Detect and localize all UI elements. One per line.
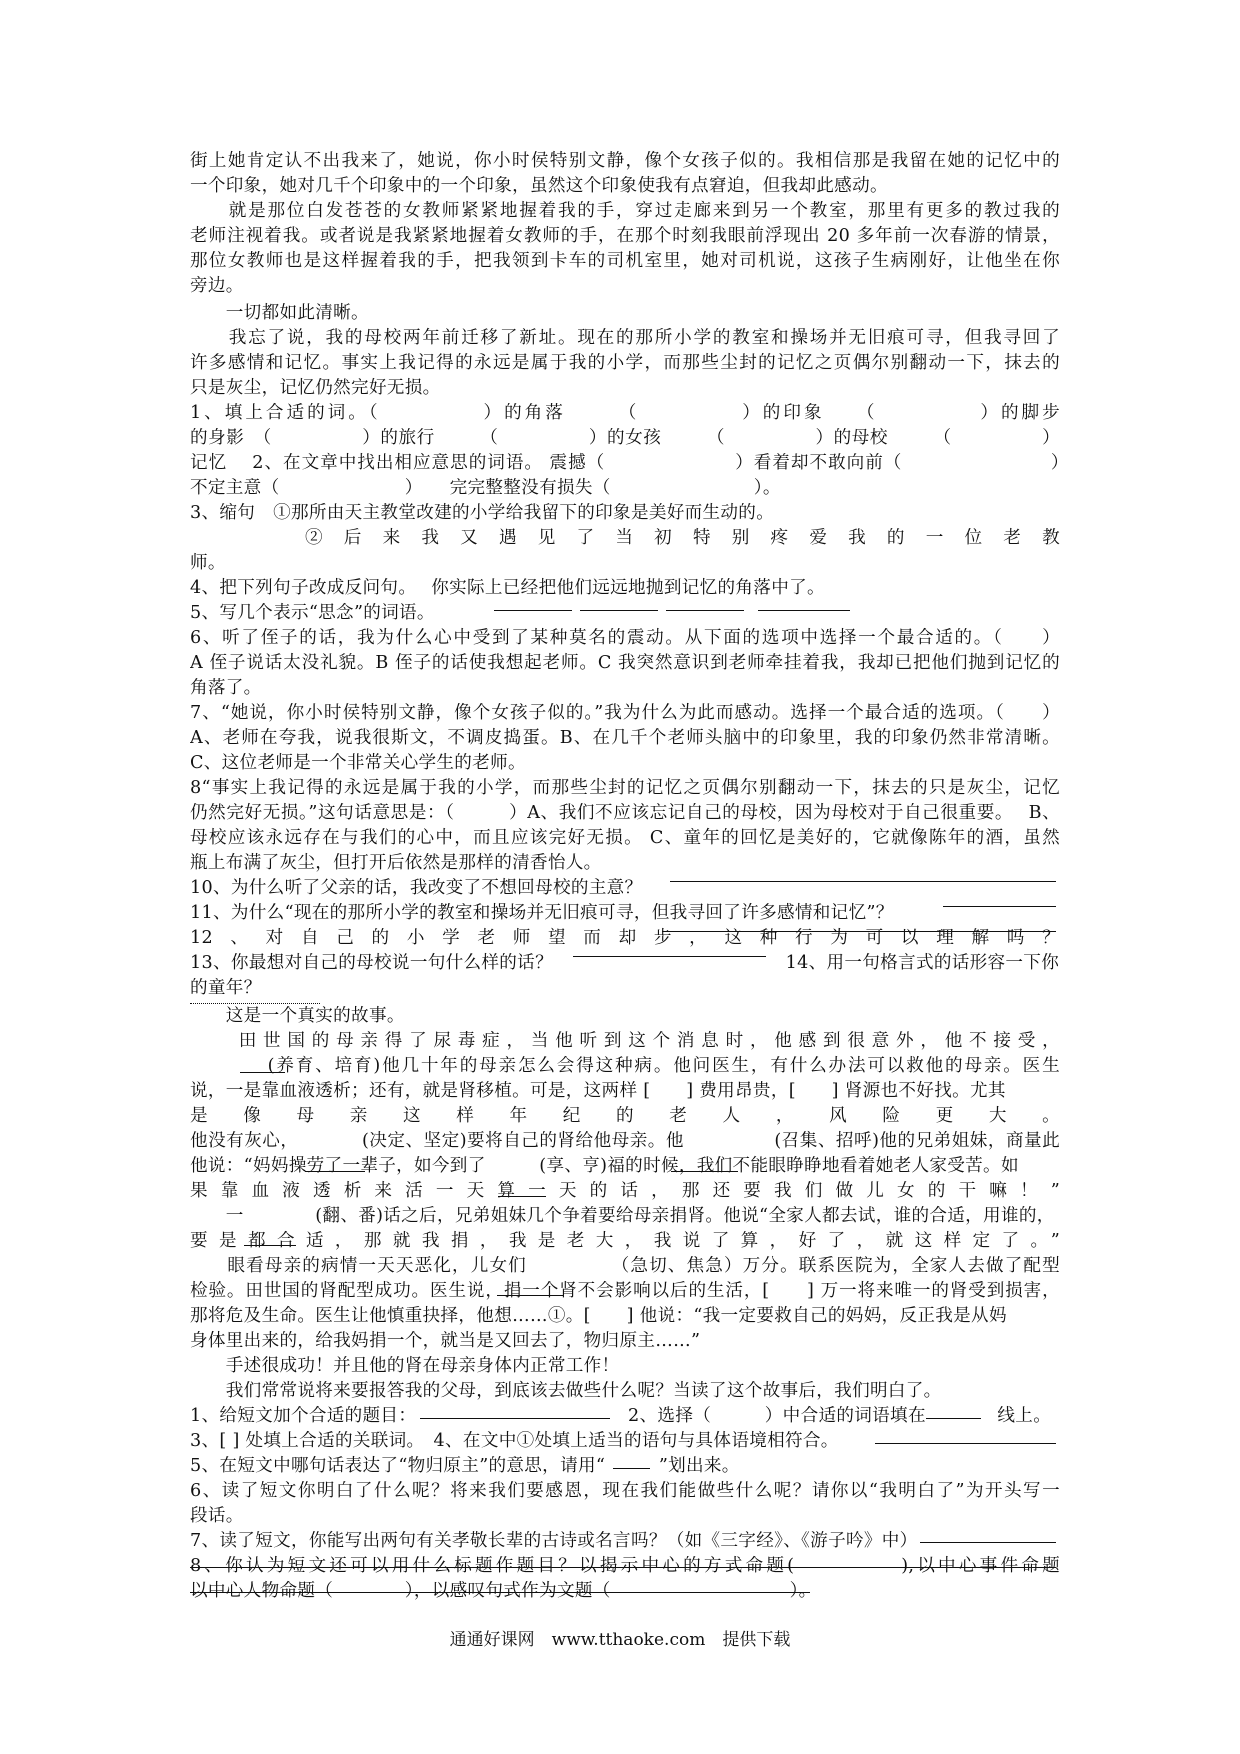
text-line: 检验。田世国的肾配型成功。医生说，捐一个肾不会影响以后的生活，[ ] 万一将来唯一的肾受到损害， xyxy=(190,1281,1060,1301)
text-line: 3、[ ] 处填上合适的关联词。 4、在文中①处填上适当的语句与具体语境相符合。 xyxy=(190,1431,839,1451)
text-line: 一切都如此清晰。 xyxy=(190,303,369,323)
text-line: 身体里出来的，给我妈捐一个，就当是又回去了，物归原主……” xyxy=(190,1331,701,1351)
footer-text: 通通好课网 www.tthaoke.com 提供下载 xyxy=(449,1630,791,1650)
text-line: 街上她肯定认不出我来了，她说，你小时侯特别文静，像个女孩子似的。我相信那是我留在她的记忆中的 xyxy=(190,151,1060,171)
text-line: 的童年？ xyxy=(190,978,262,998)
text-line: 段话。 xyxy=(190,1506,244,1526)
text-line: 记忆 2、在文章中找出相应意思的词语。 震撼（ ）看着却不敢向前（ ） xyxy=(190,453,1060,473)
text-line: 老师注视着我。或者说是我紧紧地握着女教师的手，在那个时刻我眼前浮现出 20 多年前一次春游的情景， xyxy=(190,226,1060,246)
text-line: 旁边。 xyxy=(190,276,244,296)
text-line: 我们常常说将来要报答我的父母，到底该去做些什么呢？当读了这个故事后，我们明白了。 xyxy=(190,1381,942,1401)
blank-line xyxy=(920,1542,1056,1543)
text-line: 手述很成功！并且他的肾在母亲身体内正常工作！ xyxy=(190,1356,620,1376)
text-line: 果靠血液透析来活一天算一天的话，那还要我们做儿女的干嘛！” xyxy=(190,1181,1060,1201)
text-line: (养育、培育)他几十年的母亲怎么会得这种病。他问医生，有什么办法可以救他的母亲。医生 xyxy=(190,1056,1060,1076)
blank-line xyxy=(497,1295,564,1296)
text-line: ② 后 来 我 又 遇 见 了 当 初 特 别 疼 爱 我 的 一 位 老 教 xyxy=(190,528,1060,548)
text-line: 要是都合适，那就我捐，我是老大，我说了算，好了，就这样定了。” xyxy=(190,1231,1060,1251)
blank-line xyxy=(498,1196,546,1197)
blank-line xyxy=(662,931,1056,932)
blank-line xyxy=(666,610,744,611)
text-line: 7、“她说，你小时侯特别文静，像个女孩子似的。”我为什么为此而感动。选择一个最合适的选项。（ ） xyxy=(190,703,1060,723)
text-line: 许多感情和记忆。事实上我记得的永远是属于我的小学，而那些尘封的记忆之页偶尔别翻动一下，抹去的 xyxy=(190,353,1060,373)
text-line: 不定主意（ ） 完完整整没有损失（ ）。 xyxy=(190,478,781,498)
text-line: 母校应该永远存在与我们的心中，而且应该完好无损。 C、童年的回忆是美好的，它就像陈年的酒，虽然 xyxy=(190,828,1060,848)
text-line: 只是灰尘，记忆仍然完好无损。 xyxy=(190,378,441,398)
section-divider xyxy=(190,1003,320,1004)
blank-line xyxy=(305,1171,365,1172)
text-line: 12、对自己的小学老师望而却步，这种行为可以理解吗？ xyxy=(190,928,1060,948)
text-line: 13、你最想对自己的母校说一句什么样的话？ 14、用一句格言式的话形容一下你 xyxy=(190,953,1060,973)
text-line: 角落了。 xyxy=(190,678,262,698)
text-line: 3、缩句 ①那所由天主教堂改建的小学给我留下的印象是美好而生动的。 xyxy=(190,503,775,523)
blank-line xyxy=(671,1171,738,1172)
text-line: 1、给短文加个合适的题目： 2、选择（ ）中合适的词语填在 线上。 xyxy=(190,1406,1052,1426)
text-line: 7、读了短文，你能写出两句有关孝敬长辈的古诗或名言吗？（如《三字经》、《游子吟》中） xyxy=(190,1531,918,1551)
blank-line xyxy=(190,1567,1056,1568)
text-line: C、这位老师是一个非常关心学生的老师。 xyxy=(190,753,526,773)
text-line: 说，一是靠血液透析；还有，就是肾移植。可是，这两样 [ ] 费用昂贵，[ ] 肾源也不好找。尤其 xyxy=(190,1081,1006,1101)
text-line: 瓶上布满了灰尘，但打开后依然是那样的清香怡人。 xyxy=(190,853,602,873)
text-line: 6、听了侄子的话，我为什么心中受到了某种莫名的震动。从下面的选项中选择一个最合适的。（ ） xyxy=(190,628,1060,648)
blank-line xyxy=(875,1443,1056,1444)
blank-line xyxy=(580,610,658,611)
text-line: 8“事实上我记得的永远是属于我的小学，而那些尘封的记忆之页偶尔别翻动一下，抹去的只是灰尘，记忆 xyxy=(190,778,1060,798)
text-line: 就是那位白发苍苍的女教师紧紧地握着我的手，穿过走廊来到另一个教室，那里有更多的教过我的 xyxy=(190,201,1060,221)
text-line: 田世国的母亲得了尿毒症，当他听到这个消息时，他感到很意外，他不接受， xyxy=(190,1031,1060,1051)
text-line: A、老师在夸我，说我很斯文，不调皮捣蛋。B、在几千个老师头脑中的印象里，我的印象仍然非常清晰。 xyxy=(190,728,1060,748)
blank-line xyxy=(758,610,850,611)
text-line: 他说：“妈妈操劳了一辈子，如今到了 (享、亨)福的时候，我们不能眼睁睁地看着她老人家受苦。如 xyxy=(190,1156,1019,1176)
blank-line xyxy=(670,881,1056,882)
text-line: 师。 xyxy=(190,553,226,573)
blank-line xyxy=(244,1245,296,1246)
text-line: 那位女教师也是这样握着我的手，把我领到卡车的司机室里，她对司机说，这孩子生病刚好，让他坐在你 xyxy=(190,251,1060,271)
text-line: 我忘了说，我的母校两年前迁移了新址。现在的那所小学的教室和操场并无旧痕可寻，但我寻回了 xyxy=(190,328,1060,348)
text-line: 6、读了短文你明白了什么呢？将来我们要感恩，现在我们能做些什么呢？请你以“我明白了”为开头写一 xyxy=(190,1481,1060,1501)
text-line: 仍然完好无损。”这句话意思是：（ ）A、我们不应该忘记自己的母校，因为母校对于自己很重要。 B、 xyxy=(190,803,1060,823)
text-line: 5、写几个表示“思念”的词语。 xyxy=(190,603,435,623)
text-line: 一个印象，她对几千个印象中的一个印象，虽然这个印象使我有点窘迫，但我却此感动。 xyxy=(190,176,888,196)
blank-line xyxy=(943,906,1056,907)
text-line: 的身影 （ ）的旅行 （ ）的女孩 （ ）的母校 （ ） xyxy=(190,428,1060,448)
text-line: 8、你认为短文还可以用什么标题作题目？以揭示中心的方式命题( ),以中心事件命题 xyxy=(190,1556,1060,1576)
text-line: 一 (翻、番)话之后，兄弟姐妹几个争着要给母亲捐肾。他说“全家人都去试，谁的合适，用谁的， xyxy=(190,1206,1055,1226)
text-line: 4、把下列句子改成反问句。 你实际上已经把他们远远地抛到记忆的角落中了。 xyxy=(190,578,825,598)
text-line: 那将危及生命。医生让他慎重抉择，他想……①。[ ] 他说：“我一定要救自己的妈妈，反正我是从妈 xyxy=(190,1306,1007,1326)
text-line: 5、在短文中哪句话表达了“物归原主”的意思，请用“ ”划出来。 xyxy=(190,1456,740,1476)
blank-line xyxy=(494,610,572,611)
text-line: 眼看母亲的病情一天天恶化，儿女们 （急切、焦急）万分。联系医院为，全家人去做了配型 xyxy=(190,1256,1060,1276)
text-line: A 侄子说话太没礼貌。B 侄子的话使我想起老师。C 我突然意识到老师牵挂着我，我却已把他们抛到记忆的 xyxy=(190,653,1060,673)
text-line: 这是一个真实的故事。 xyxy=(190,1006,405,1026)
blank-line xyxy=(573,956,766,957)
text-line: 是像母亲这样年纪的老人，风险更大。 xyxy=(190,1106,1060,1126)
text-line: 他没有灰心， (决定、坚定)要将自己的肾给他母亲。他 (召集、招呼)他的兄弟姐妹，商量此 xyxy=(190,1131,1060,1151)
blank-line xyxy=(190,1592,810,1593)
text-line: 以中心人物命题（ ），以感叹句式作为文题（ ）。 xyxy=(190,1581,817,1601)
blank-line xyxy=(613,1468,650,1469)
blank-line xyxy=(420,1418,610,1419)
text-line: 10、为什么听了父亲的话，我改变了不想回母校的主意？ xyxy=(190,878,643,898)
text-line: 11、为什么“现在的那所小学的教室和操场并无旧痕可寻，但我寻回了许多感情和记忆”？ xyxy=(190,903,894,923)
blank-line xyxy=(240,1072,285,1073)
blank-line xyxy=(926,1418,981,1419)
text-line: 1、填上合适的词。（ ）的角落 （ ）的印象 （ ）的脚步 xyxy=(190,403,1060,423)
